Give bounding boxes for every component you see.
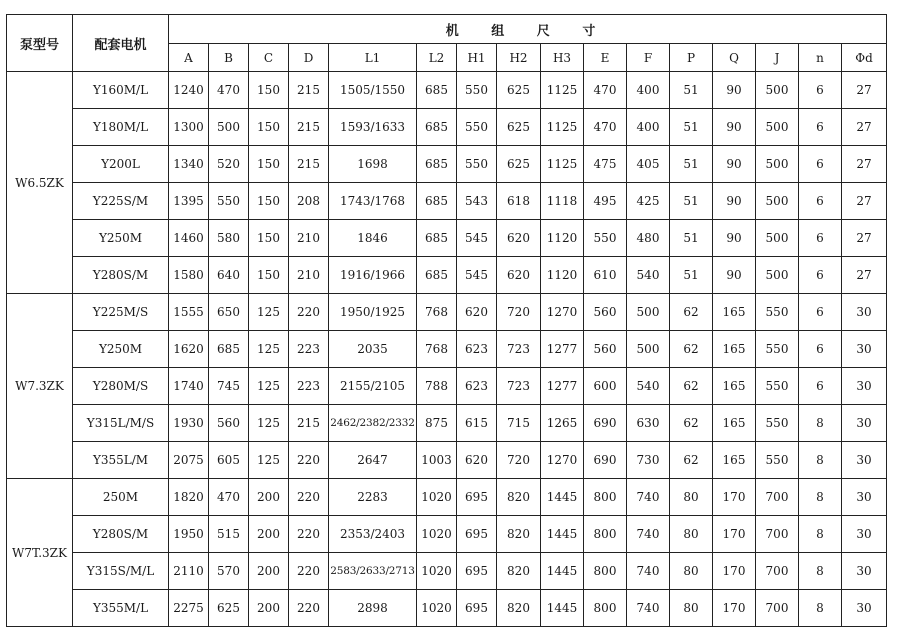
dimension-cell: 80 <box>670 479 713 516</box>
dimension-cell: 630 <box>627 405 670 442</box>
dimension-cell: 500 <box>756 109 799 146</box>
dimension-cell: 515 <box>209 516 249 553</box>
pump-model-header: 泵型号 <box>7 15 73 72</box>
dimension-cell: 1395 <box>169 183 209 220</box>
dimension-cell: 165 <box>713 294 756 331</box>
dimension-cell: 623 <box>457 368 497 405</box>
dimension-cell: 1125 <box>541 72 584 109</box>
dimension-cell: 1593/1633 <box>329 109 417 146</box>
dimension-cell: 1003 <box>417 442 457 479</box>
dimension-cell: 550 <box>457 146 497 183</box>
dimension-cell: 90 <box>713 109 756 146</box>
column-header: A <box>169 44 209 72</box>
dimension-cell: 470 <box>584 72 627 109</box>
dimension-cell: 27 <box>842 109 887 146</box>
unit-dimension-table <box>6 14 887 627</box>
dimension-cell: 800 <box>584 479 627 516</box>
table-row <box>7 220 887 257</box>
table-row <box>7 405 887 442</box>
table-row <box>7 553 887 590</box>
table-row <box>7 368 887 405</box>
column-header: D <box>289 44 329 72</box>
dimension-cell: 150 <box>249 183 289 220</box>
dimension-cell: 6 <box>799 72 842 109</box>
dimension-cell: 560 <box>584 294 627 331</box>
dimension-cell: 51 <box>670 257 713 294</box>
dimension-cell: 768 <box>417 294 457 331</box>
table-row <box>7 516 887 553</box>
dimension-cell: 30 <box>842 442 887 479</box>
column-header: B <box>209 44 249 72</box>
dimension-cell: 8 <box>799 553 842 590</box>
dimension-cell: 640 <box>209 257 249 294</box>
dimension-cell: 80 <box>670 553 713 590</box>
dimension-cell: 2462/2382/2332 <box>329 405 417 442</box>
dimension-cell: 745 <box>209 368 249 405</box>
dimension-cell: 220 <box>289 516 329 553</box>
dimension-cell: 500 <box>756 146 799 183</box>
dimension-cell: 700 <box>756 553 799 590</box>
dimension-cell: 1445 <box>541 516 584 553</box>
dimension-cell: 723 <box>497 368 541 405</box>
dimension-cell: 620 <box>497 257 541 294</box>
dimension-cell: 400 <box>627 72 670 109</box>
dimension-cell: 615 <box>457 405 497 442</box>
dimension-cell: 550 <box>457 109 497 146</box>
column-header: F <box>627 44 670 72</box>
dimension-cell: 1505/1550 <box>329 72 417 109</box>
dimension-cell: 695 <box>457 479 497 516</box>
dimension-cell: 768 <box>417 331 457 368</box>
column-header: n <box>799 44 842 72</box>
dimension-cell: 723 <box>497 331 541 368</box>
dimension-cell: 625 <box>497 146 541 183</box>
dimension-cell: 6 <box>799 220 842 257</box>
dimension-cell: 820 <box>497 516 541 553</box>
dimension-cell: 2155/2105 <box>329 368 417 405</box>
dimension-cell: 800 <box>584 516 627 553</box>
dimension-cell: 550 <box>756 331 799 368</box>
dimension-cell: 1300 <box>169 109 209 146</box>
dimension-cell: 685 <box>417 257 457 294</box>
dimension-cell: 1240 <box>169 72 209 109</box>
dimension-cell: 90 <box>713 146 756 183</box>
dimension-cell: 470 <box>584 109 627 146</box>
dimension-cell: 51 <box>670 146 713 183</box>
dimension-cell: 1020 <box>417 479 457 516</box>
dimension-cell: 210 <box>289 220 329 257</box>
dimension-cell: 695 <box>457 590 497 627</box>
dimension-cell: 6 <box>799 146 842 183</box>
dimension-cell: 51 <box>670 183 713 220</box>
dimension-cell: 625 <box>209 590 249 627</box>
dimension-cell: 1950 <box>169 516 209 553</box>
dimension-cell: 788 <box>417 368 457 405</box>
dimension-cell: 165 <box>713 405 756 442</box>
dimension-cell: 8 <box>799 442 842 479</box>
motor-cell: Y355L/M <box>73 442 169 479</box>
motor-cell: Y280S/M <box>73 257 169 294</box>
dimension-cell: 550 <box>756 442 799 479</box>
dimension-cell: 125 <box>249 405 289 442</box>
table-row <box>7 331 887 368</box>
dimension-cell: 620 <box>457 442 497 479</box>
dimension-cell: 2898 <box>329 590 417 627</box>
dimension-cell: 170 <box>713 516 756 553</box>
dimension-cell: 125 <box>249 331 289 368</box>
dimension-cell: 165 <box>713 368 756 405</box>
dimension-cell: 500 <box>756 183 799 220</box>
dimension-cell: 8 <box>799 479 842 516</box>
column-header: Φd <box>842 44 887 72</box>
motor-cell: Y250M <box>73 331 169 368</box>
dimension-cell: 875 <box>417 405 457 442</box>
dimension-cell: 1125 <box>541 109 584 146</box>
dimension-cell: 1277 <box>541 368 584 405</box>
dimension-cell: 1580 <box>169 257 209 294</box>
motor-cell: Y355M/L <box>73 590 169 627</box>
dimension-cell: 550 <box>756 405 799 442</box>
dimension-cell: 220 <box>289 442 329 479</box>
dimension-cell: 30 <box>842 590 887 627</box>
motor-cell: Y160M/L <box>73 72 169 109</box>
dimension-cell: 30 <box>842 516 887 553</box>
dimension-cell: 425 <box>627 183 670 220</box>
dimension-cell: 30 <box>842 553 887 590</box>
column-header: H2 <box>497 44 541 72</box>
dimension-cell: 820 <box>497 553 541 590</box>
dimension-cell: 200 <box>249 590 289 627</box>
dimension-cell: 51 <box>670 220 713 257</box>
dimension-cell: 30 <box>842 368 887 405</box>
dimension-cell: 1020 <box>417 516 457 553</box>
dimension-cell: 62 <box>670 368 713 405</box>
dimension-cell: 125 <box>249 442 289 479</box>
motor-cell: Y315S/M/L <box>73 553 169 590</box>
dimension-cell: 1445 <box>541 590 584 627</box>
dimension-cell: 1740 <box>169 368 209 405</box>
dimension-cell: 740 <box>627 590 670 627</box>
dimension-cell: 560 <box>209 405 249 442</box>
dimension-cell: 6 <box>799 331 842 368</box>
column-header: Q <box>713 44 756 72</box>
dimension-cell: 1820 <box>169 479 209 516</box>
dimension-cell: 685 <box>417 183 457 220</box>
dimension-cell: 1120 <box>541 220 584 257</box>
table-row <box>7 590 887 627</box>
dimension-cell: 62 <box>670 331 713 368</box>
dimension-cell: 500 <box>756 220 799 257</box>
dimension-cell: 215 <box>289 405 329 442</box>
motor-cell: Y200L <box>73 146 169 183</box>
dimension-cell: 1270 <box>541 442 584 479</box>
dimension-cell: 695 <box>457 516 497 553</box>
dimension-cell: 685 <box>417 146 457 183</box>
dimension-cell: 685 <box>417 220 457 257</box>
dimension-cell: 545 <box>457 220 497 257</box>
dimension-cell: 720 <box>497 294 541 331</box>
dimension-cell: 715 <box>497 405 541 442</box>
dimension-cell: 27 <box>842 220 887 257</box>
dimension-cell: 125 <box>249 368 289 405</box>
dimension-cell: 1445 <box>541 553 584 590</box>
dimension-cell: 208 <box>289 183 329 220</box>
dimension-cell: 820 <box>497 479 541 516</box>
dimension-cell: 51 <box>670 109 713 146</box>
dimension-cell: 543 <box>457 183 497 220</box>
column-header: E <box>584 44 627 72</box>
dimension-cell: 1916/1966 <box>329 257 417 294</box>
table-row <box>7 72 887 109</box>
dimension-cell: 27 <box>842 183 887 220</box>
dimension-cell: 220 <box>289 294 329 331</box>
dimension-cell: 495 <box>584 183 627 220</box>
pump-model-cell: W7T.3ZK <box>7 479 73 627</box>
dimension-cell: 500 <box>627 331 670 368</box>
dimension-cell: 1277 <box>541 331 584 368</box>
column-header: L2 <box>417 44 457 72</box>
dimension-cell: 625 <box>497 109 541 146</box>
dimension-cell: 170 <box>713 479 756 516</box>
motor-cell: Y280S/M <box>73 516 169 553</box>
dimension-cell: 220 <box>289 479 329 516</box>
dimension-cell: 695 <box>457 553 497 590</box>
dimension-cell: 1460 <box>169 220 209 257</box>
dimension-cell: 125 <box>249 294 289 331</box>
dimension-cell: 6 <box>799 294 842 331</box>
column-header: C <box>249 44 289 72</box>
dimension-cell: 740 <box>627 516 670 553</box>
dimension-cell: 150 <box>249 146 289 183</box>
dimension-cell: 220 <box>289 553 329 590</box>
table-row <box>7 109 887 146</box>
dimension-cell: 405 <box>627 146 670 183</box>
dimension-cell: 500 <box>756 257 799 294</box>
dimension-cell: 62 <box>670 294 713 331</box>
motor-cell: Y180M/L <box>73 109 169 146</box>
dimension-cell: 545 <box>457 257 497 294</box>
dimension-cell: 2035 <box>329 331 417 368</box>
dimension-cell: 51 <box>670 72 713 109</box>
motor-cell: Y225S/M <box>73 183 169 220</box>
dimension-cell: 6 <box>799 109 842 146</box>
dimension-cell: 550 <box>584 220 627 257</box>
dimension-cell: 1743/1768 <box>329 183 417 220</box>
dimension-cell: 730 <box>627 442 670 479</box>
dimension-cell: 740 <box>627 479 670 516</box>
dimension-cell: 690 <box>584 442 627 479</box>
dimension-cell: 1846 <box>329 220 417 257</box>
dimension-cell: 620 <box>457 294 497 331</box>
dimension-cell: 90 <box>713 72 756 109</box>
dimension-cell: 200 <box>249 553 289 590</box>
dimension-cell: 520 <box>209 146 249 183</box>
motor-header: 配套电机 <box>73 15 169 72</box>
dimension-cell: 220 <box>289 590 329 627</box>
dimension-cell: 2353/2403 <box>329 516 417 553</box>
dimension-cell: 685 <box>209 331 249 368</box>
dimension-cell: 600 <box>584 368 627 405</box>
dimension-cell: 1118 <box>541 183 584 220</box>
dimension-cell: 150 <box>249 220 289 257</box>
dimension-cell: 580 <box>209 220 249 257</box>
dimension-cell: 30 <box>842 405 887 442</box>
dimension-cell: 1445 <box>541 479 584 516</box>
dimension-cell: 2583/2633/2713 <box>329 553 417 590</box>
dimension-cell: 540 <box>627 368 670 405</box>
dimension-cell: 8 <box>799 405 842 442</box>
dimension-cell: 2075 <box>169 442 209 479</box>
dimension-cell: 740 <box>627 553 670 590</box>
table-row <box>7 442 887 479</box>
dimension-cell: 1125 <box>541 146 584 183</box>
dimension-cell: 1620 <box>169 331 209 368</box>
dimension-cell: 690 <box>584 405 627 442</box>
table-row <box>7 146 887 183</box>
motor-cell: 250M <box>73 479 169 516</box>
dimension-cell: 400 <box>627 109 670 146</box>
dimension-cell: 6 <box>799 183 842 220</box>
column-header: H3 <box>541 44 584 72</box>
dimension-cell: 500 <box>627 294 670 331</box>
dimension-cell: 700 <box>756 516 799 553</box>
dimension-cell: 170 <box>713 590 756 627</box>
dimension-cell: 90 <box>713 257 756 294</box>
dimension-cell: 605 <box>209 442 249 479</box>
motor-cell: Y225M/S <box>73 294 169 331</box>
dimension-cell: 165 <box>713 442 756 479</box>
dimension-cell: 1950/1925 <box>329 294 417 331</box>
dimension-cell: 540 <box>627 257 670 294</box>
motor-cell: Y280M/S <box>73 368 169 405</box>
dimension-cell: 500 <box>209 109 249 146</box>
dimension-cell: 2110 <box>169 553 209 590</box>
pump-model-cell: W7.3ZK <box>7 294 73 479</box>
dimension-cell: 700 <box>756 590 799 627</box>
dimension-cell: 2275 <box>169 590 209 627</box>
dimension-table-sheet <box>6 14 886 627</box>
column-header: J <box>756 44 799 72</box>
dimension-cell: 820 <box>497 590 541 627</box>
dimension-cell: 1265 <box>541 405 584 442</box>
dimension-cell: 685 <box>417 72 457 109</box>
dimension-cell: 570 <box>209 553 249 590</box>
dimension-cell: 1930 <box>169 405 209 442</box>
dimension-cell: 700 <box>756 479 799 516</box>
dimension-cell: 550 <box>457 72 497 109</box>
dimension-cell: 30 <box>842 294 887 331</box>
dimension-cell: 6 <box>799 368 842 405</box>
dimension-cell: 27 <box>842 72 887 109</box>
dimension-cell: 30 <box>842 331 887 368</box>
dimension-cell: 800 <box>584 590 627 627</box>
dimension-cell: 200 <box>249 479 289 516</box>
dimension-cell: 1340 <box>169 146 209 183</box>
dimension-cell: 27 <box>842 146 887 183</box>
dimension-cell: 470 <box>209 479 249 516</box>
dimension-cell: 1698 <box>329 146 417 183</box>
dimension-cell: 610 <box>584 257 627 294</box>
dimension-cell: 2283 <box>329 479 417 516</box>
dimension-cell: 62 <box>670 405 713 442</box>
dimension-cell: 165 <box>713 331 756 368</box>
dimension-cell: 215 <box>289 109 329 146</box>
dimension-cell: 30 <box>842 479 887 516</box>
motor-cell: Y250M <box>73 220 169 257</box>
column-header: H1 <box>457 44 497 72</box>
motor-cell: Y315L/M/S <box>73 405 169 442</box>
dimension-cell: 1020 <box>417 590 457 627</box>
dimension-cell: 1270 <box>541 294 584 331</box>
pump-model-cell: W6.5ZK <box>7 72 73 294</box>
table-row <box>7 183 887 220</box>
header-row-top <box>7 15 887 44</box>
dimension-cell: 90 <box>713 220 756 257</box>
dimension-cell: 8 <box>799 590 842 627</box>
table-row <box>7 257 887 294</box>
dimension-cell: 2647 <box>329 442 417 479</box>
dimension-cell: 550 <box>756 294 799 331</box>
table-row <box>7 479 887 516</box>
dimension-cell: 80 <box>670 590 713 627</box>
table-body <box>7 72 887 627</box>
dimension-cell: 80 <box>670 516 713 553</box>
dimension-cell: 475 <box>584 146 627 183</box>
dimension-cell: 223 <box>289 368 329 405</box>
dimension-cell: 27 <box>842 257 887 294</box>
dimension-cell: 1555 <box>169 294 209 331</box>
dimension-cell: 200 <box>249 516 289 553</box>
dimension-cell: 720 <box>497 442 541 479</box>
dimension-cell: 480 <box>627 220 670 257</box>
dimension-cell: 623 <box>457 331 497 368</box>
column-header: L1 <box>329 44 417 72</box>
dimension-cell: 1120 <box>541 257 584 294</box>
dimension-cell: 1020 <box>417 553 457 590</box>
dimension-cell: 170 <box>713 553 756 590</box>
unit-dimensions-header: 机 组 尺 寸 <box>169 15 887 44</box>
dimension-cell: 550 <box>756 368 799 405</box>
dimension-cell: 150 <box>249 109 289 146</box>
dimension-cell: 625 <box>497 72 541 109</box>
dimension-cell: 550 <box>209 183 249 220</box>
dimension-cell: 560 <box>584 331 627 368</box>
dimension-cell: 90 <box>713 183 756 220</box>
dimension-cell: 800 <box>584 553 627 590</box>
dimension-cell: 62 <box>670 442 713 479</box>
dimension-cell: 618 <box>497 183 541 220</box>
dimension-cell: 470 <box>209 72 249 109</box>
dimension-cell: 650 <box>209 294 249 331</box>
dimension-cell: 150 <box>249 257 289 294</box>
dimension-cell: 223 <box>289 331 329 368</box>
table-row <box>7 294 887 331</box>
dimension-cell: 500 <box>756 72 799 109</box>
dimension-cell: 215 <box>289 72 329 109</box>
dimension-cell: 685 <box>417 109 457 146</box>
column-header: P <box>670 44 713 72</box>
dimension-cell: 150 <box>249 72 289 109</box>
dimension-cell: 8 <box>799 516 842 553</box>
dimension-cell: 215 <box>289 146 329 183</box>
dimension-cell: 210 <box>289 257 329 294</box>
dimension-cell: 6 <box>799 257 842 294</box>
dimension-cell: 620 <box>497 220 541 257</box>
